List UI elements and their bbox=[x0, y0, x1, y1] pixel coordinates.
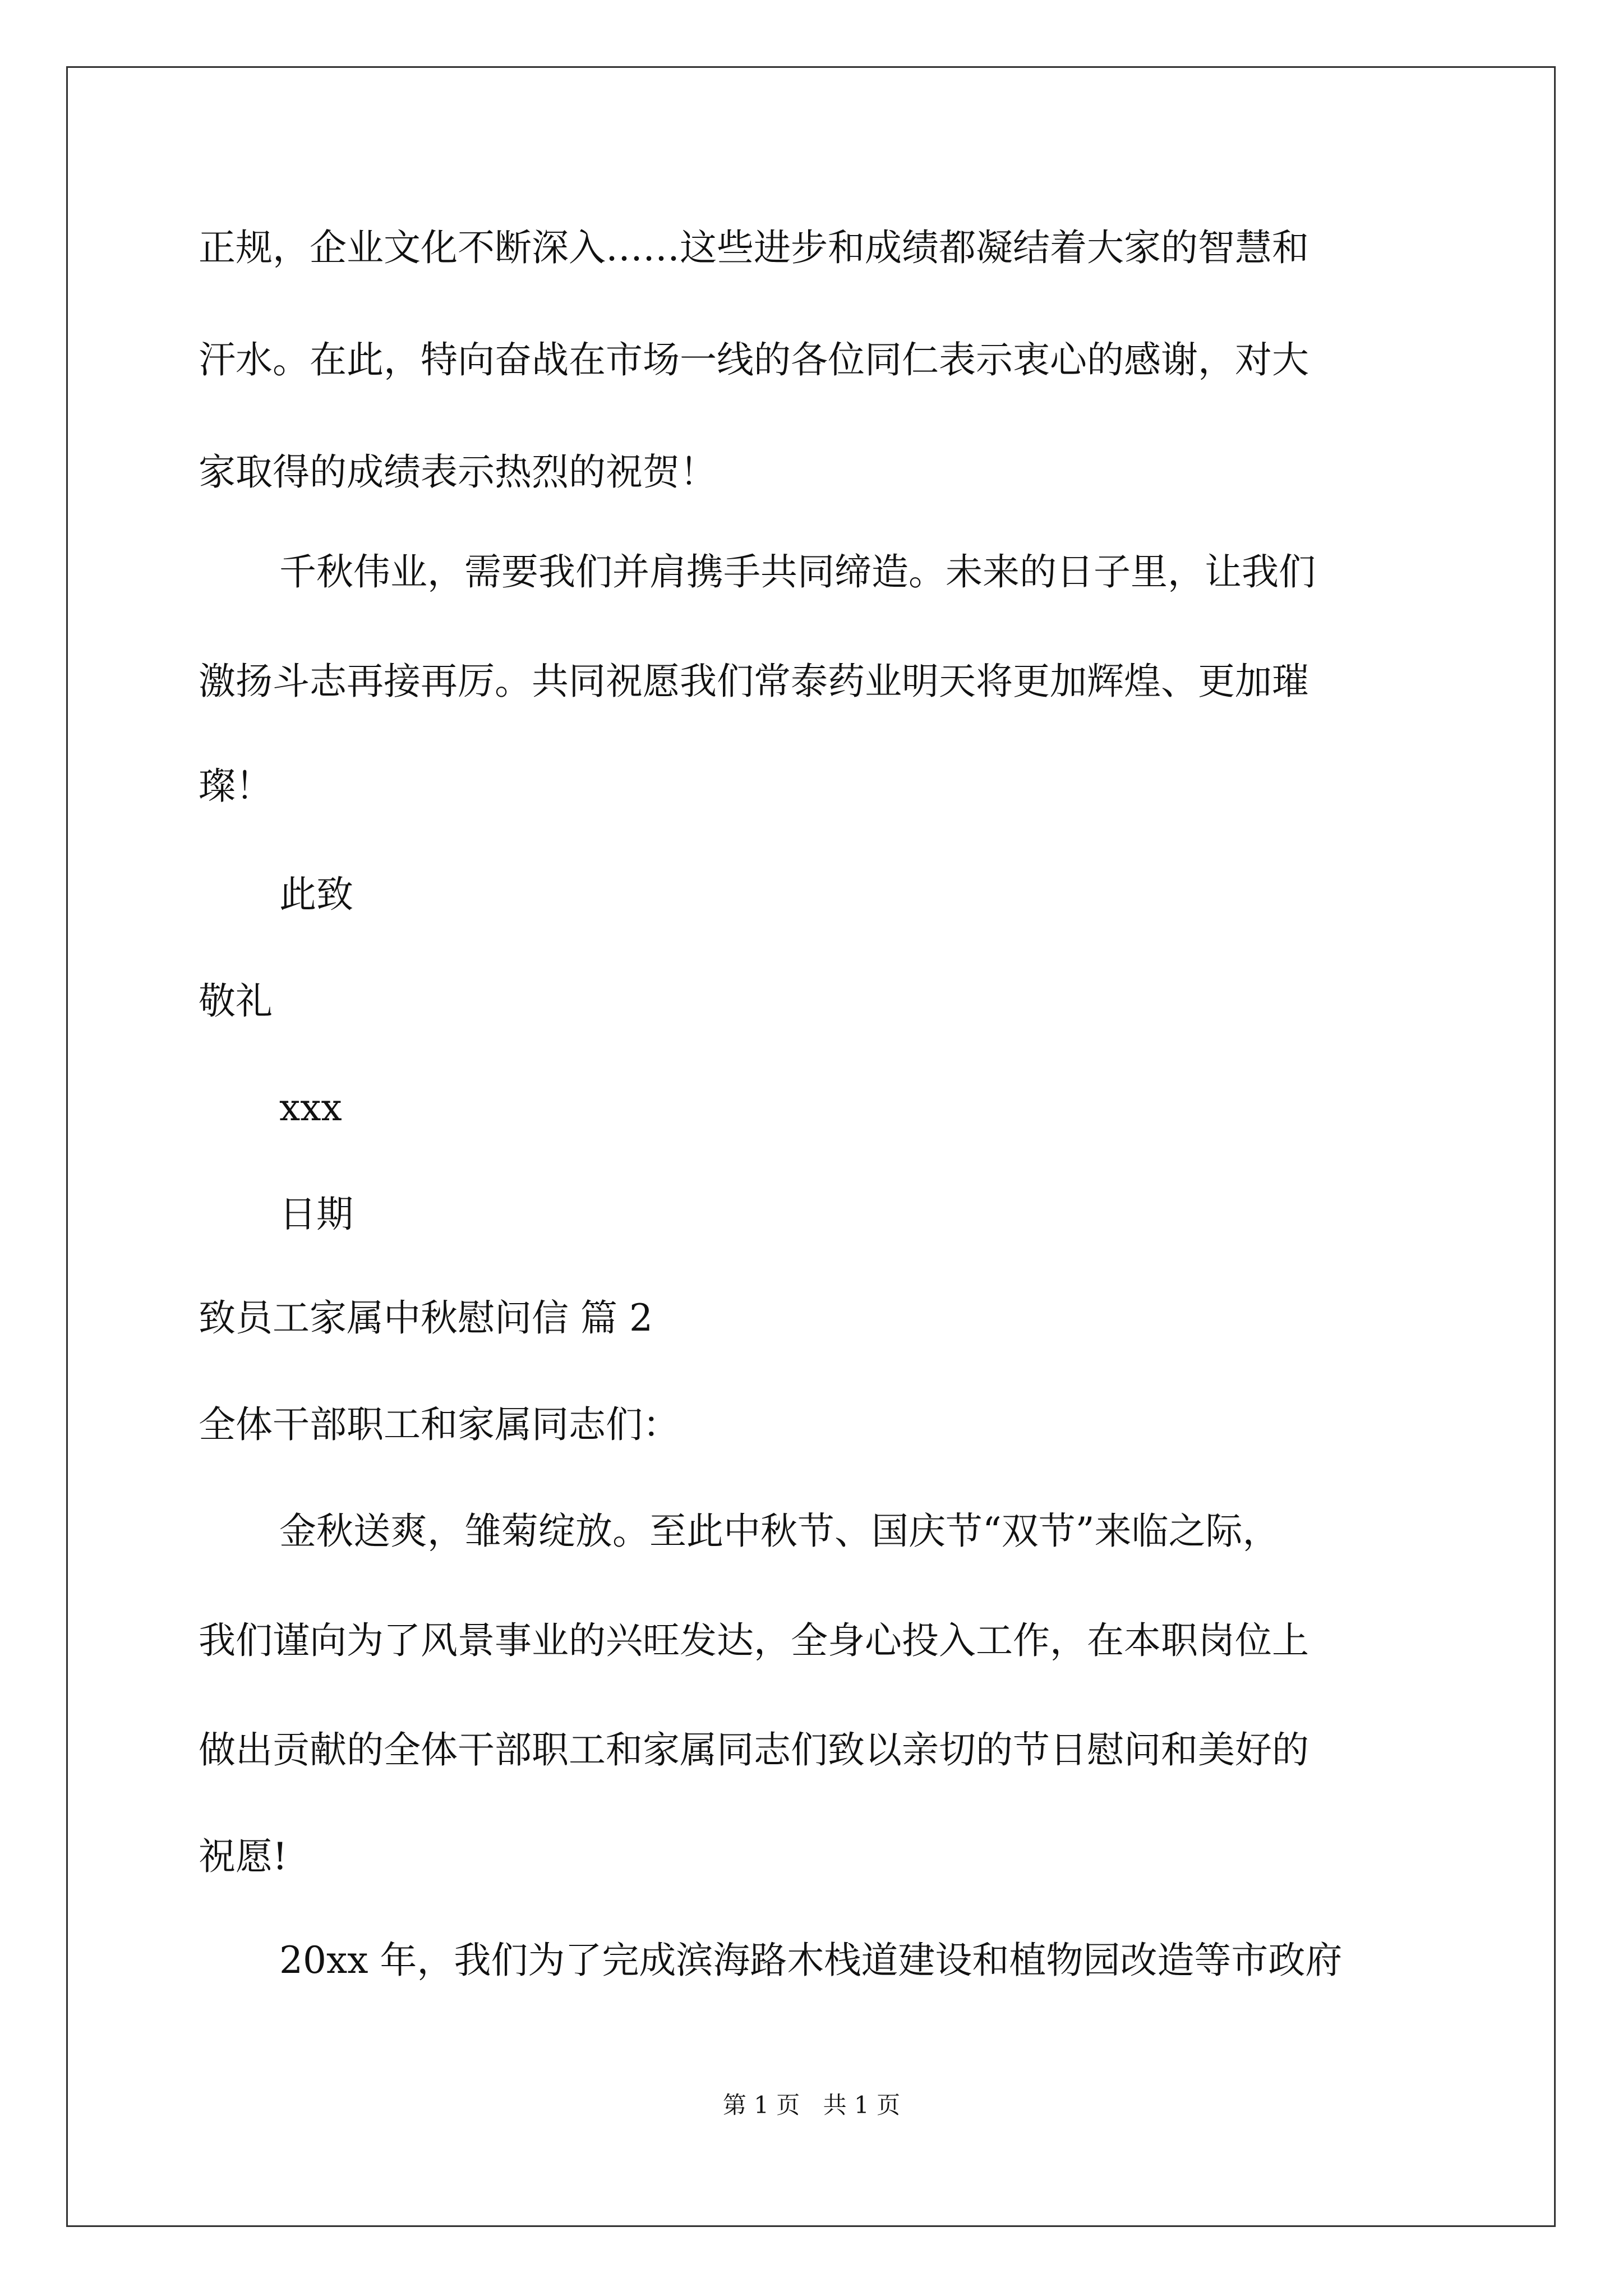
body-text-line: 正规，企业文化不断深入……这些进步和成绩都凝结着大家的智慧和 bbox=[199, 226, 1309, 269]
body-text-line: 我们谨向为了风景事业的兴旺发达，全身心投入工作，在本职岗位上 bbox=[199, 1619, 1309, 1662]
closing-salutation: 此致 bbox=[279, 873, 353, 916]
page-number-total: 共 1 页 bbox=[823, 2091, 901, 2119]
page-number-current: 第 1 页 bbox=[722, 2091, 800, 2119]
body-text-line: 祝愿! bbox=[199, 1835, 288, 1878]
body-text-line: 金秋送爽，雏菊绽放。至此中秋节、国庆节“双节”来临之际， bbox=[279, 1510, 1280, 1553]
body-text-line: 璨！ bbox=[199, 765, 273, 808]
body-text-line: 激扬斗志再接再厉。共同祝愿我们常泰药业明天将更加辉煌、更加璀 bbox=[199, 660, 1309, 703]
body-text-line: 千秋伟业，需要我们并肩携手共同缔造。未来的日子里，让我们 bbox=[279, 550, 1316, 593]
letter-greeting: 全体干部职工和家属同志们： bbox=[199, 1403, 680, 1446]
signature-name: xxx bbox=[279, 1086, 342, 1129]
body-text-line: 家取得的成绩表示热烈的祝贺！ bbox=[199, 450, 717, 494]
body-text-line: 做出贡献的全体干部职工和家属同志们致以亲切的节日慰问和美好的 bbox=[199, 1728, 1309, 1772]
body-text-line: 20xx 年，我们为了完成滨海路木栈道建设和植物园改造等市政府 bbox=[279, 1939, 1343, 1982]
signature-date: 日期 bbox=[279, 1193, 353, 1236]
body-text-line: 汗水。在此，特向奋战在市场一线的各位同仁表示衷心的感谢，对大 bbox=[199, 338, 1309, 381]
page-footer bbox=[0, 2091, 1623, 2119]
section-heading: 致员工家属中秋慰问信 篇 2 bbox=[199, 1296, 653, 1340]
page-border bbox=[66, 66, 1556, 2227]
closing-regards: 敬礼 bbox=[199, 979, 273, 1023]
